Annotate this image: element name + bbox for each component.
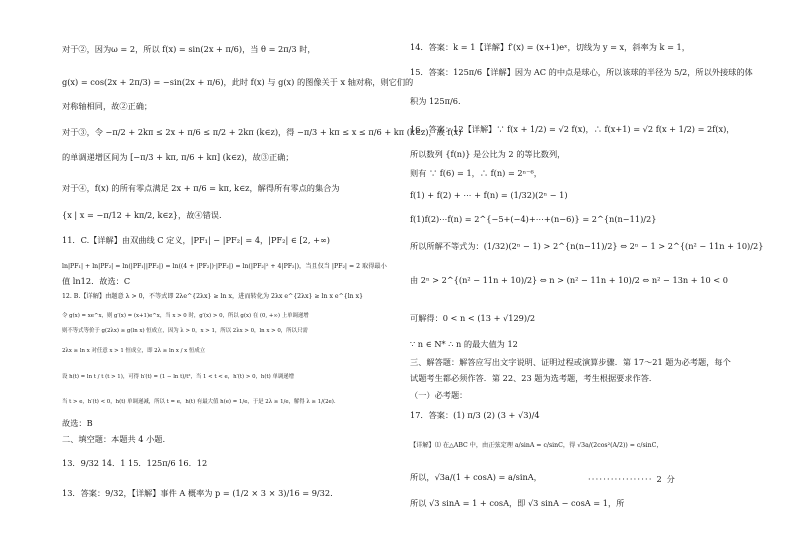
text-line: 13．答案：9/32，【详解】事件 A 概率为 p = (1/2 × 3 × 3)/16 = 9/32. <box>62 488 333 498</box>
text-line: f(1)f(2)⋯f(n) = 2^{−5+(−4)+⋯+(n−6)} = 2^{n(n−11)/2} <box>410 214 657 224</box>
text-line: 设 h(t) = ln t / t (t > 1)，可得 h′(t) = (1 − ln t)/t²，当 1 < t < e，h′(t) > 0，h(t) 单调递增 <box>62 374 295 380</box>
text-line: 当 t > e，h′(t) < 0，h(t) 单调递减，所以 t = e，h(t) 有最大值 h(e) = 1/e，于是 2λ ≥ 1/e，解得 λ ≥ 1/(2e). <box>62 399 336 405</box>
section-heading: 二、填空题：本题共 4 小题. <box>62 434 166 444</box>
text-line: 所以所解不等式为：(1/32)(2ⁿ − 1) > 2^{n(n−11)/2} ⇔ 2ⁿ − 1 > 2^{(n² − 11n + 10)/2} <box>410 241 764 251</box>
text-line: 值 ln12．故选：C <box>62 276 131 286</box>
text-line: 15．答案：125π/6【详解】因为 AC 的中点是球心，所以该球的半径为 5/2，所以外接球的体 <box>410 67 753 77</box>
text-line: 对称轴相同，故②正确； <box>62 101 153 111</box>
text-line: {x | x = −π/12 + kπ/2, k∈z}，故④错误. <box>62 210 222 220</box>
text-line: 对于②，因为ω = 2，所以 f(x) = sin(2x + π/6)，当 θ = 2π/3 时， <box>62 44 316 54</box>
text-line: 则不等式等价于 g(2λx) ≥ g(ln x) 恒成立，因为 λ > 0，x > 1，所以 2λx > 0，ln x > 0，所以只需 <box>62 328 308 334</box>
text-line: 17．答案：(1) π/3 (2) (3 + √3)/4 <box>410 410 540 420</box>
text-line: 对于③，令 −π/2 + 2kπ ≤ 2x + π/6 ≤ π/2 + 2kπ (k∈z)，得 −π/3 + kπ ≤ x ≤ π/6 + kπ (k∈z)，故 f(x) <box>62 127 462 137</box>
text-line: 12. B.【详解】由题意 λ > 0，不等式即 2λe^{2λx} ≥ ln x，进而转化为 2λx e^{2λx} ≥ ln x e^{ln x} <box>62 293 364 300</box>
text-line: 11．C.【详解】由双曲线 C 定义，|PF₁| − |PF₂| = 4，|PF₂| ∈ [2, +∞) <box>62 235 330 245</box>
text-line: 所以数列 {f(n)} 是公比为 2 的等比数列， <box>410 149 566 159</box>
text-line: 【详解】⑴ 在△ABC 中，由正弦定理 a/sinA = c/sinC，得 √3a/(2cos²(A/2)) = c/sinC， <box>410 442 663 449</box>
text-line: g(x) = cos(2x + 2π/3) = −sin(2x + π/6)，此时 f(x) 与 g(x) 的图像关于 x 轴对称，则它们的 <box>62 77 414 87</box>
text-line: 的单调递增区间为 [−π/3 + kπ, π/6 + kπ] (k∈z)，故③正确； <box>62 152 294 162</box>
score-marker: ················· 2 分 <box>588 474 677 484</box>
text-line: 所以 √3 sinA = 1 + cosA，即 √3 sinA − cosA = 1，所 <box>410 498 625 508</box>
section-heading: 三、解答题：解答应写出文字说明、证明过程或演算步骤．第 17～21 题为必考题，每个 <box>410 357 731 367</box>
text-line: 16．答案：12【详解】∵ f(x + 1/2) = √2 f(x)，∴ f(x+1) = √2 f(x + 1/2) = 2f(x)， <box>410 124 735 134</box>
subsection-heading: （一）必考题： <box>410 390 468 400</box>
text-line: 2λx ≥ ln x 对任意 x > 1 恒成立，即 2λ ≥ ln x / x 恒成立 <box>62 348 206 354</box>
text-line: 故选：B <box>62 418 93 428</box>
text-line: ln|PF₁| + ln|PF₂| = ln(|PF₁||PF₂|) = ln((4 + |PF₂|)·|PF₂|) = ln(|PF₂|² + 4|PF₂|)，当且仅当 |PF₂| = 2 取得最小 <box>62 263 387 270</box>
text-line: 由 2ⁿ > 2^{(n² − 11n + 10)/2} ⇔ n > (n² − 11n + 10)/2 ⇔ n² − 13n + 10 < 0 <box>410 275 728 285</box>
text-line: 对于④，f(x) 的所有零点满足 2x + π/6 = kπ, k∈z，解得所有零点的集合为 <box>62 183 340 193</box>
text-line: 13．9/32 14．1 15．125π/6 16．12 <box>62 458 208 468</box>
text-line: 试题考生都必须作答．第 22、23 题为选考题，考生根据要求作答． <box>410 373 658 383</box>
text-line: 所以，√3a/(1 + cosA) = a/sinA， <box>410 472 542 482</box>
text-line: 可解得：0 < n < (13 + √129)/2 <box>410 313 536 323</box>
text-line: f(1) + f(2) + ⋯ + f(n) = (1/32)(2ⁿ − 1) <box>410 190 568 200</box>
text-line: 则有 ∵ f(6) = 1，∴ f(n) = 2ⁿ⁻⁶， <box>410 168 542 178</box>
text-line: 令 g(x) = xe^x，则 g′(x) = (x+1)e^x，当 x > 0 时，g′(x) > 0，所以 g(x) 在 (0, +∞) 上单调递增 <box>62 313 309 319</box>
text-line: 14．答案：k = 1【详解】f′(x) = (x+1)eˣ，切线为 y = x，斜率为 k = 1， <box>410 42 690 52</box>
text-line: ∵ n ∈ N* ∴ n 的最大值为 12 <box>410 339 518 349</box>
text-line: 积为 125π/6. <box>410 96 461 106</box>
